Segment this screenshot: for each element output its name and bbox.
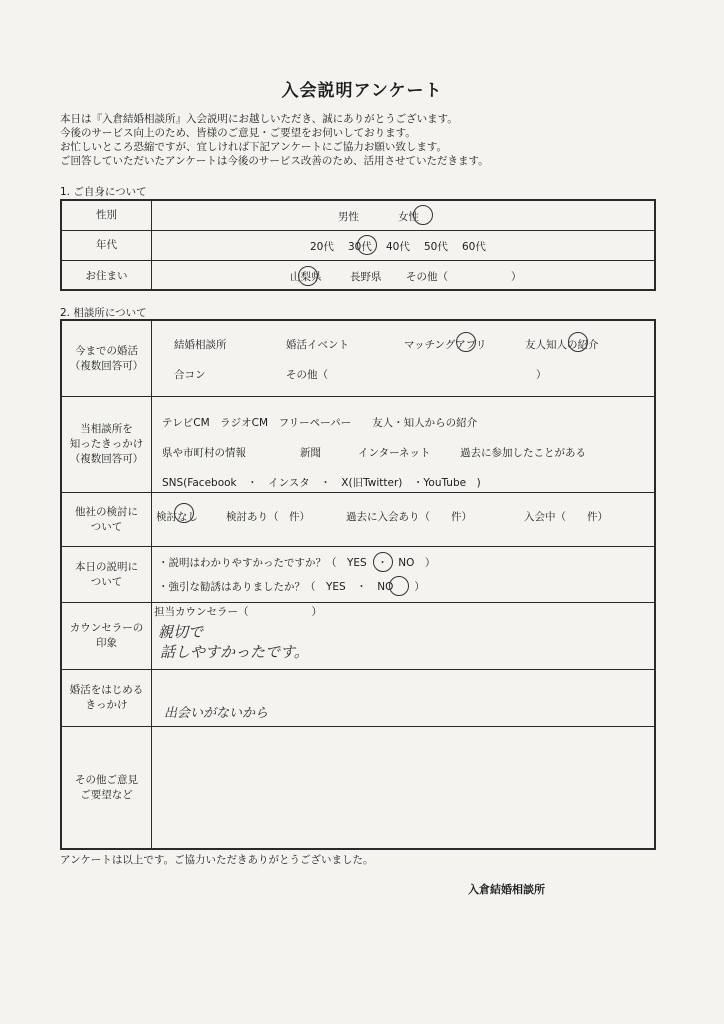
activity-other-close: ） <box>536 369 547 381</box>
selection-circle-yamanashi <box>298 266 318 286</box>
intro-line-4: ご回答していただいたアンケートは今後のサービス改善のため、活用させていただきます。 <box>60 155 489 167</box>
trigger-sns[interactable]: SNS(Facebook ・ インスタ ・ X(旧Twitter) ・YouTube ) <box>162 477 481 489</box>
section1-heading: 1. ご自身について <box>60 186 147 198</box>
selection-circle-30s <box>357 235 377 255</box>
others-some[interactable]: 検討あり（ 件） <box>226 511 310 523</box>
age-30s[interactable]: 30代 <box>348 241 372 253</box>
gender-female[interactable]: 女性 <box>398 211 419 223</box>
others-current[interactable]: 入会中（ 件） <box>524 511 608 523</box>
activity-goukon[interactable]: 合コン <box>174 369 206 381</box>
footer-text: アンケートは以上です。ご協力いただきありがとうございました。 <box>60 854 374 866</box>
section2-heading: 2. 相談所について <box>60 307 147 319</box>
intro-line-2: 今後のサービス向上のため、皆様のご意見・ご要望をお伺いしております。 <box>60 127 416 139</box>
counselor-answer-1: 親切で <box>158 623 204 641</box>
age-50s[interactable]: 50代 <box>424 241 448 253</box>
others-label: 他社の検討に ついて <box>62 493 152 546</box>
counselor-answer-2: 話しやすかったです。 <box>160 643 309 661</box>
activities-row <box>62 321 654 397</box>
residence-row <box>62 261 654 291</box>
page-title: 入会説明アンケート <box>281 81 443 101</box>
selection-circle-none <box>174 503 194 523</box>
explanation-q1[interactable]: ・説明はわかりやすかったですか？（ YES ・ NO ） <box>158 557 436 569</box>
section1-table <box>60 199 656 291</box>
age-label: 年代 <box>62 231 152 260</box>
gender-label: 性別 <box>62 201 152 230</box>
residence-label: お住まい <box>62 261 152 291</box>
residence-other[interactable]: その他（ ） <box>406 271 522 283</box>
trigger-newspaper[interactable]: 新聞 <box>300 447 321 459</box>
age-60s[interactable]: 60代 <box>462 241 486 253</box>
intro-line-1: 本日は『入倉結婚相談所』入会説明にお越しいただき、誠にありがとうございます。 <box>60 113 458 125</box>
selection-circle-no <box>389 576 409 596</box>
age-40s[interactable]: 40代 <box>386 241 410 253</box>
comments-row <box>62 727 654 848</box>
trigger-row <box>62 397 654 493</box>
others-row <box>62 493 654 547</box>
counselor-name[interactable]: 担当カウンセラー（ ） <box>154 606 322 618</box>
reason-row <box>62 670 654 727</box>
explanation-row <box>62 547 654 603</box>
activity-friend-intro[interactable]: 友人知人の紹介 <box>525 339 599 351</box>
others-none[interactable]: 検討なし <box>156 511 198 523</box>
trigger-line-1[interactable]: テレビCM ラジオCM フリーペーパー 友人・知人からの紹介 <box>162 417 478 429</box>
intro-line-3: お忙しいところ恐縮ですが、宜しければ下記アンケートにご協力お願い致します。 <box>60 141 448 153</box>
comments-label: その他ご意見 ご要望など <box>62 727 152 848</box>
counselor-row <box>62 603 654 670</box>
trigger-local-gov[interactable]: 県や市町村の情報 <box>162 447 246 459</box>
signature: 入倉結婚相談所 <box>468 883 545 896</box>
selection-circle-yes <box>373 552 393 572</box>
explanation-q2[interactable]: ・強引な勧誘はありましたか？（ YES ・ NO ） <box>158 581 425 593</box>
age-row <box>62 231 654 261</box>
others-past[interactable]: 過去に入会あり（ 件） <box>346 511 472 523</box>
age-20s[interactable]: 20代 <box>310 241 334 253</box>
gender-row <box>62 201 654 231</box>
selection-circle-female <box>413 205 433 225</box>
residence-yamanashi[interactable]: 山梨県 <box>290 271 322 283</box>
explanation-label: 本日の説明に ついて <box>62 547 152 602</box>
activity-event[interactable]: 婚活イベント <box>286 339 349 351</box>
activities-label: 今までの婚活 （複数回答可） <box>62 321 152 396</box>
reason-label: 婚活をはじめる きっかけ <box>62 670 152 726</box>
gender-male[interactable]: 男性 <box>338 211 359 223</box>
activity-other[interactable]: その他（ <box>286 369 328 381</box>
trigger-internet[interactable]: インターネット <box>358 447 431 459</box>
activity-matching-app[interactable]: マッチングアプリ <box>404 339 487 351</box>
counselor-label: カウンセラーの 印象 <box>62 603 152 669</box>
trigger-label: 当相談所を 知ったきっかけ （複数回答可） <box>62 397 152 492</box>
selection-circle-app <box>456 332 476 352</box>
trigger-past-participation[interactable]: 過去に参加したことがある <box>460 447 586 459</box>
residence-nagano[interactable]: 長野県 <box>350 271 382 283</box>
section2-table <box>60 319 656 850</box>
selection-circle-friend <box>568 332 588 352</box>
reason-answer: 出会いがないから <box>164 706 269 721</box>
activity-marriage-agency[interactable]: 結婚相談所 <box>174 339 227 351</box>
